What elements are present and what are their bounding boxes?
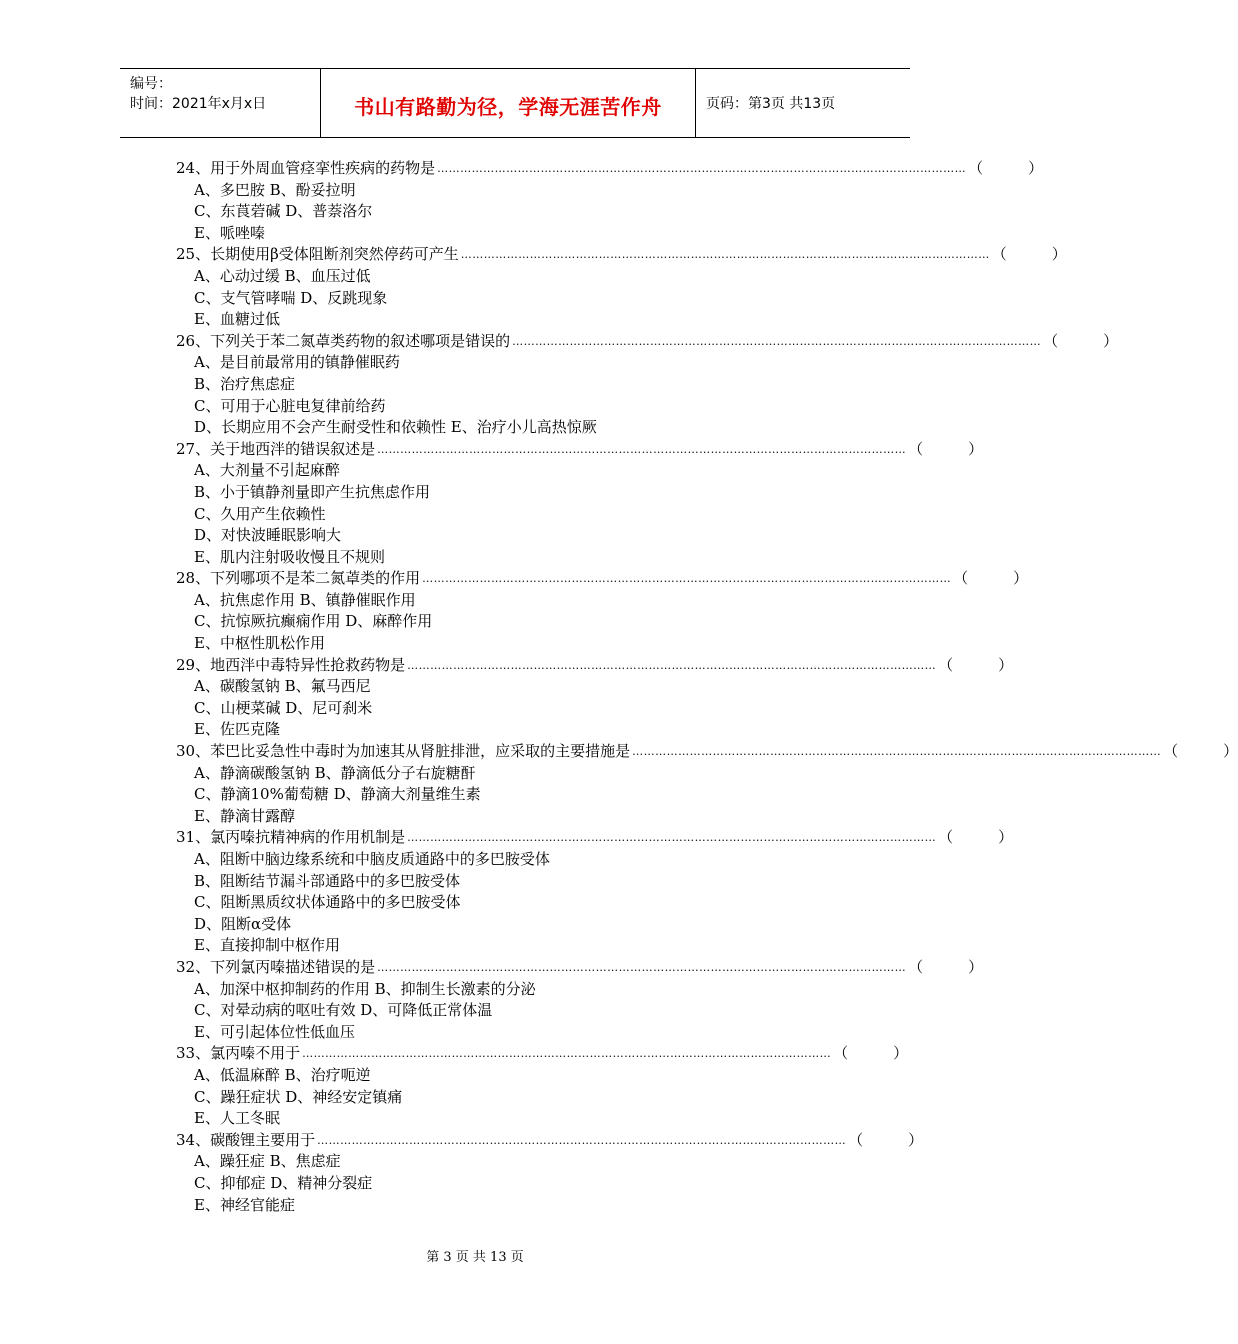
answer-option: B、治疗焦虑症: [194, 374, 296, 393]
dot-leader: …………………………………………………………………………………………………………………………: [377, 442, 907, 456]
dot-leader: …………………………………………………………………………………………………………………………: [422, 572, 952, 586]
answer-option: E、佐匹克隆: [194, 720, 280, 739]
question-line: [176, 827, 1014, 849]
answer-option: D、对快波睡眠影响大: [194, 526, 342, 545]
number-label: 编号：: [130, 76, 172, 92]
dot-leader: …………………………………………………………………………………………………………………………: [407, 658, 937, 672]
answer-paren-close: ）: [1051, 245, 1067, 264]
answer-option: C、山梗菜碱 D、尼可刹米: [194, 698, 373, 717]
answer-paren-close: ）: [968, 957, 984, 976]
answer-option: E、中枢性肌松作用: [194, 634, 325, 653]
answer-option: A、静滴碳酸氢钠 B、静滴低分子右旋糖酐: [194, 763, 476, 782]
dot-leader: …………………………………………………………………………………………………………………………: [512, 334, 1042, 348]
answer-paren-close: ）: [908, 1130, 924, 1149]
date-label: 时间：2021年x月x日: [130, 96, 267, 112]
question-text: 29、地西泮中毒特异性抢救药物是: [176, 655, 406, 674]
dot-leader: …………………………………………………………………………………………………………………………: [377, 960, 907, 974]
page-footer: 第 3 页 共 13 页: [426, 1250, 524, 1265]
answer-paren-open: （: [833, 1044, 849, 1063]
dot-leader: …………………………………………………………………………………………………………………………: [407, 831, 937, 845]
dot-leader: …………………………………………………………………………………………………………………………: [317, 1133, 847, 1147]
header-motto-cell: [320, 69, 696, 137]
header-meta-cell: [120, 69, 320, 137]
answer-paren-open: （: [908, 439, 924, 458]
answer-option: E、直接抑制中枢作用: [194, 936, 340, 955]
question-text: 28、下列哪项不是苯二氮䓬类的作用: [176, 569, 421, 588]
answer-paren-open: （: [848, 1130, 864, 1149]
motto: 书山有路勤为径，学海无涯苦作舟: [354, 95, 662, 119]
question-line: [176, 244, 1067, 266]
answer-option: C、抑郁症 D、精神分裂症: [194, 1173, 373, 1192]
answer-option: C、静滴10%葡萄糖 D、静滴大剂量维生素: [194, 785, 481, 804]
answer-paren-open: （: [991, 245, 1007, 264]
question-text: 25、长期使用β受体阻断剂突然停药可产生: [176, 245, 459, 264]
question-line: [176, 568, 1029, 590]
answer-option: E、人工冬眠: [194, 1109, 280, 1128]
answer-option: C、阻断黑质纹状体通路中的多巴胺受体: [194, 893, 461, 912]
answer-paren-open: （: [908, 957, 924, 976]
header-page-cell: [696, 69, 910, 137]
question-line: [176, 1130, 924, 1152]
answer-option: E、可引起体位性低血压: [194, 1022, 355, 1041]
question-text: 26、下列关于苯二氮䓬类药物的叙述哪项是错误的: [176, 331, 511, 350]
answer-option: E、神经官能症: [194, 1195, 295, 1214]
question-line: [176, 331, 1119, 353]
answer-paren-close: ）: [1103, 331, 1119, 350]
answer-option: C、久用产生依赖性: [194, 504, 326, 523]
dot-leader: …………………………………………………………………………………………………………………………: [460, 248, 990, 262]
question-line: [176, 1043, 909, 1065]
answer-option: A、低温麻醉 B、治疗呃逆: [194, 1065, 371, 1084]
answer-paren-close: ）: [893, 1044, 909, 1063]
answer-paren-close: ）: [998, 655, 1014, 674]
question-text: 24、用于外周血管痉挛性疾病的药物是: [176, 159, 436, 177]
answer-option: C、躁狂症状 D、神经安定镇痛: [194, 1087, 403, 1106]
answer-option: A、加深中枢抑制药的作用 B、抑制生长激素的分泌: [194, 979, 536, 998]
answer-option: E、肌内注射吸收慢且不规则: [194, 547, 385, 566]
question-text: 30、苯巴比妥急性中毒时为加速其从肾脏排泄，应采取的主要措施是: [176, 742, 631, 761]
answer-paren-open: （: [968, 159, 984, 177]
answer-paren-close: ）: [1013, 569, 1029, 588]
page-info: 页码：第3页 共13页: [706, 96, 836, 112]
question-text: 34、碳酸锂主要用于: [176, 1130, 316, 1149]
dot-leader: …………………………………………………………………………………………………………………………: [302, 1047, 832, 1061]
answer-option: C、对晕动病的呕吐有效 D、可降低正常体温: [194, 1001, 493, 1020]
answer-option: C、可用于心脏电复律前给药: [194, 396, 386, 415]
question-text: 32、下列氯丙嗪描述错误的是: [176, 957, 376, 976]
answer-option: C、东莨菪碱 D、普萘洛尔: [194, 202, 373, 221]
answer-option: B、阻断结节漏斗部通路中的多巴胺受体: [194, 871, 461, 890]
answer-option: C、支气管哮喘 D、反跳现象: [194, 288, 388, 307]
answer-paren-open: （: [1043, 331, 1059, 350]
dot-leader: …………………………………………………………………………………………………………………………: [632, 745, 1162, 759]
answer-option: E、哌唑嗪: [194, 223, 265, 242]
answer-paren-close: ）: [968, 439, 984, 458]
answer-option: A、碳酸氢钠 B、氟马西尼: [194, 677, 371, 696]
answer-paren-close: ）: [998, 828, 1014, 847]
page-header: [120, 68, 910, 138]
answer-option: E、静滴甘露醇: [194, 806, 295, 825]
answer-option: A、躁狂症 B、焦虑症: [194, 1152, 341, 1171]
answer-paren-open: （: [938, 828, 954, 847]
question-text: 27、关于地西泮的错误叙述是: [176, 439, 376, 458]
question-list: [176, 158, 1238, 1216]
answer-paren-open: （: [953, 569, 969, 588]
question-line: [176, 439, 984, 461]
question-line: [176, 655, 1014, 677]
answer-option: A、多巴胺 B、酚妥拉明: [194, 180, 356, 199]
answer-option: D、长期应用不会产生耐受性和依赖性 E、治疗小儿高热惊厥: [194, 418, 597, 437]
question-line: [176, 957, 984, 979]
answer-option: A、阻断中脑边缘系统和中脑皮质通路中的多巴胺受体: [194, 850, 550, 868]
question-text: 33、氯丙嗪不用于: [176, 1044, 301, 1063]
answer-option: C、抗惊厥抗癫痫作用 D、麻醉作用: [194, 612, 433, 631]
answer-option: A、大剂量不引起麻醉: [194, 461, 340, 480]
dot-leader: …………………………………………………………………………………………………………………………: [437, 162, 967, 175]
question-line: [176, 158, 1044, 180]
answer-paren-open: （: [1163, 742, 1179, 761]
answer-paren-close: ）: [1028, 159, 1044, 177]
answer-option: B、小于镇静剂量即产生抗焦虑作用: [194, 482, 431, 501]
answer-paren-close: ）: [1223, 742, 1238, 761]
answer-option: A、是目前最常用的镇静催眠药: [194, 353, 400, 372]
question-text: 31、氯丙嗪抗精神病的作用机制是: [176, 828, 406, 847]
answer-option: A、心动过缓 B、血压过低: [194, 266, 371, 285]
answer-option: E、血糖过低: [194, 310, 280, 329]
answer-option: D、阻断α受体: [194, 914, 292, 933]
answer-option: A、抗焦虑作用 B、镇静催眠作用: [194, 590, 416, 609]
question-line: [176, 741, 1238, 763]
answer-paren-open: （: [938, 655, 954, 674]
